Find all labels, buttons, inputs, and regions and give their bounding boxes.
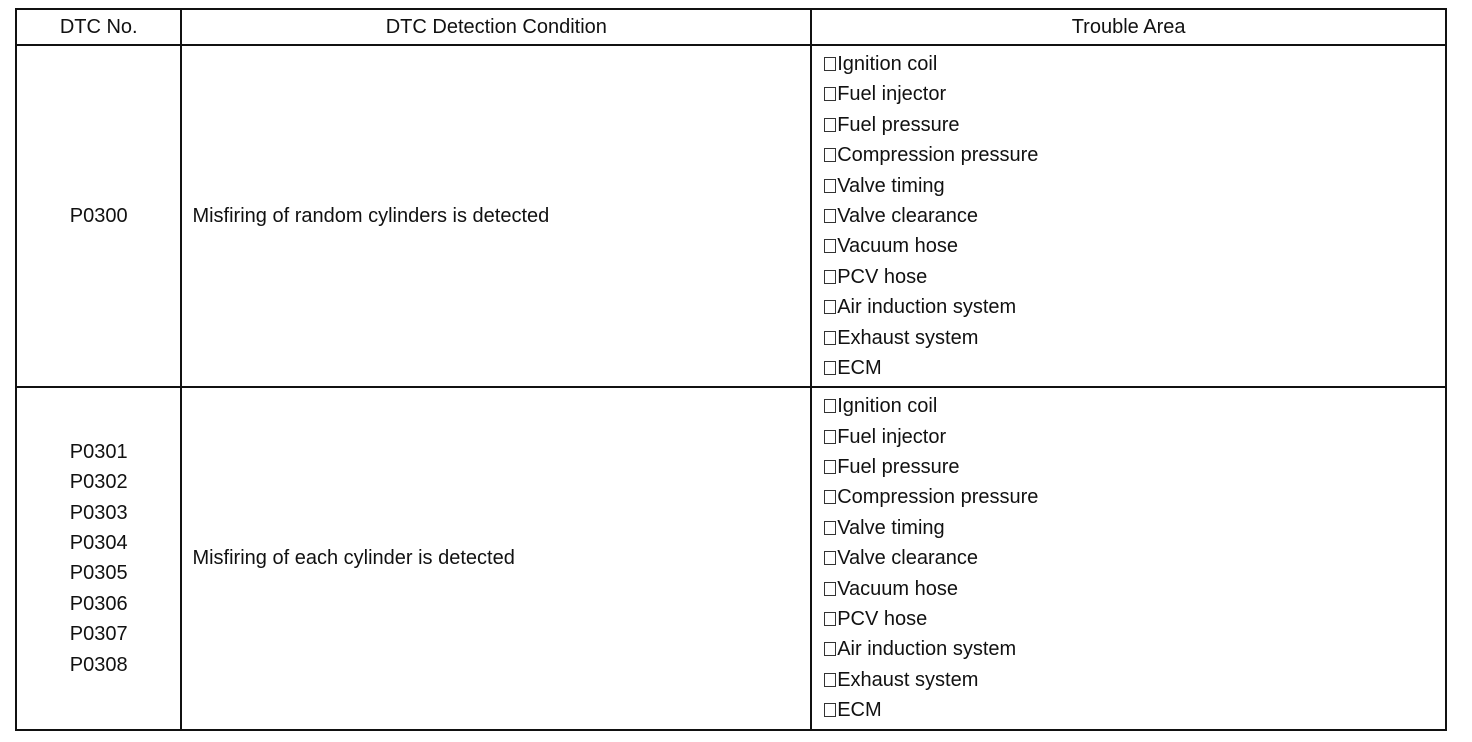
trouble-area-label: Fuel pressure [837,456,960,479]
checkbox-icon [824,703,836,717]
dtc-code: P0306 [69,592,128,615]
trouble-area-item [824,262,1445,292]
header-detection-condition: DTC Detection Condition [181,9,811,45]
dtc-code: P0302 [69,471,128,494]
detection-condition: Misfiring of each cylinder is detected [181,387,811,729]
trouble-area-item [824,171,1445,201]
trouble-area-item [824,604,1445,634]
trouble-area-label: Fuel pressure [837,113,960,136]
dtc-code: P0300 [69,204,128,227]
checkbox-icon [824,612,836,626]
trouble-area-item [824,79,1445,109]
trouble-area-item [824,665,1445,695]
trouble-area-item [824,231,1445,261]
trouble-area-item [824,201,1445,231]
trouble-area-label: Vacuum hose [837,577,959,600]
dtc-code: P0301 [69,440,128,463]
trouble-area-label: ECM [837,356,882,379]
checkbox-icon [824,239,836,253]
dtc-code: P0305 [69,562,128,585]
trouble-area-item [824,452,1445,482]
table-header [16,9,1446,45]
trouble-area-label: Ignition coil [837,395,938,418]
checkbox-icon [824,399,836,413]
trouble-area-item [824,353,1445,383]
trouble-area-item [824,513,1445,543]
trouble-area-item [824,543,1445,573]
trouble-area-item [824,140,1445,170]
table-body [16,45,1446,730]
header-dtc-no: DTC No. [16,9,181,45]
checkbox-icon [824,57,836,71]
trouble-area-label: Ignition coil [837,53,938,75]
header-trouble-area: Trouble Area [811,9,1446,45]
checkbox-icon [824,521,836,535]
checkbox-icon [824,331,836,345]
checkbox-icon [824,490,836,504]
trouble-area-item [824,391,1445,421]
checkbox-icon [824,673,836,687]
dtc-code: P0308 [69,653,128,676]
trouble-area-cell [811,45,1446,387]
table-row [16,387,1446,729]
checkbox-icon [824,209,836,223]
checkbox-icon [824,460,836,474]
dtc-code-cell [16,45,181,387]
trouble-area-cell [811,387,1446,729]
trouble-area-label: Exhaust system [837,668,979,691]
checkbox-icon [824,582,836,596]
trouble-area-label: Valve timing [837,174,945,197]
trouble-area-label: PCV hose [837,608,928,631]
trouble-area-item [824,292,1445,322]
checkbox-icon [824,430,836,444]
checkbox-icon [824,118,836,132]
trouble-area-label: Fuel injector [837,425,947,448]
dtc-code: P0307 [69,623,128,646]
trouble-area-label: ECM [837,699,882,722]
trouble-area-label: Compression pressure [837,486,1039,509]
checkbox-icon [824,87,836,101]
trouble-area-item [824,110,1445,140]
trouble-area-item [824,634,1445,664]
trouble-area-label: Valve timing [837,516,945,539]
trouble-area-label: Fuel injector [837,83,947,106]
checkbox-icon [824,361,836,375]
dtc-code: P0304 [69,532,128,555]
detection-condition: Misfiring of random cylinders is detected [181,45,811,387]
table-row [16,45,1446,387]
checkbox-icon [824,148,836,162]
checkbox-icon [824,642,836,656]
checkbox-icon [824,179,836,193]
trouble-area-label: Exhaust system [837,326,979,349]
trouble-area-item [824,49,1445,79]
checkbox-icon [824,270,836,284]
checkbox-icon [824,300,836,314]
trouble-area-label: Vacuum hose [837,235,959,258]
trouble-area-label: Air induction system [837,296,1017,319]
dtc-code: P0303 [69,501,128,524]
trouble-area-item [824,695,1445,725]
header-row [16,9,1446,45]
dtc-code-cell [16,387,181,729]
trouble-area-item [824,574,1445,604]
trouble-area-item [824,482,1445,512]
trouble-area-label: Valve clearance [837,204,979,227]
dtc-table [15,8,1447,731]
trouble-area-label: Air induction system [837,638,1017,661]
trouble-area-item [824,422,1445,452]
trouble-area-label: PCV hose [837,265,928,288]
trouble-area-label: Valve clearance [837,547,979,570]
trouble-area-label: Compression pressure [837,144,1039,167]
trouble-area-item [824,323,1445,353]
checkbox-icon [824,551,836,565]
